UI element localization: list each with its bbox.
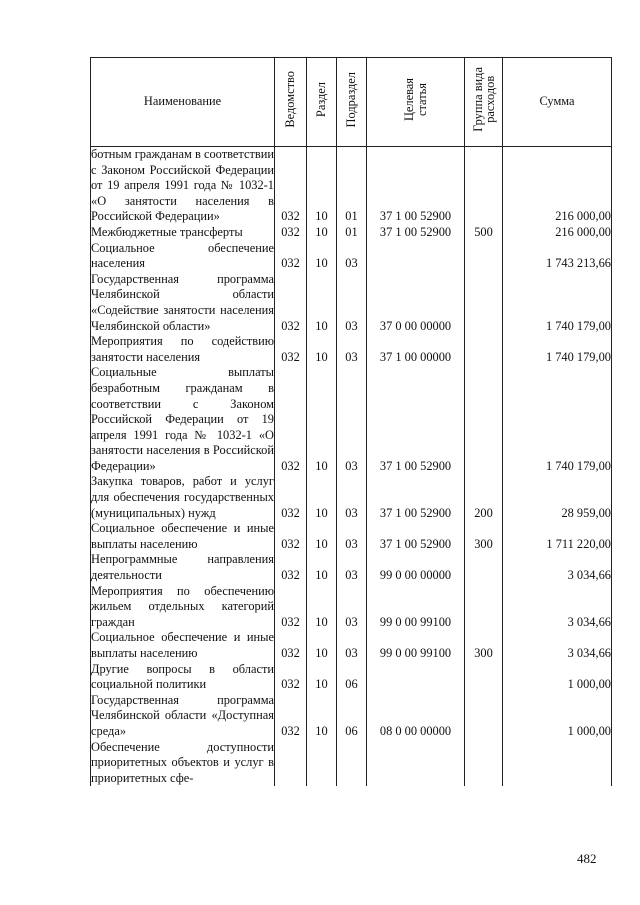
row-gruppa — [465, 740, 503, 787]
row-gruppa — [465, 584, 503, 631]
row-podrazdel: 03 — [337, 584, 367, 631]
row-gruppa — [465, 552, 503, 583]
row-gruppa — [465, 272, 503, 334]
row-name: Государственная программа Челябинской области «Содействие занятости населения Челябинской области» — [91, 271, 274, 333]
row-podrazdel: 01 — [337, 225, 367, 241]
budget-table — [90, 57, 612, 786]
row-podrazdel: 03 — [337, 552, 367, 583]
row-razdel: 10 — [307, 272, 337, 334]
row-summa: 3 034,66 — [503, 584, 612, 631]
row-razdel — [307, 740, 337, 787]
row-name: Другие вопросы в области социальной политики — [91, 661, 274, 692]
row-gruppa: 300 — [465, 521, 503, 552]
row-vedomstvo: 032 — [275, 584, 307, 631]
table-row — [91, 552, 612, 583]
row-gruppa: 200 — [465, 474, 503, 521]
row-razdel: 10 — [307, 552, 337, 583]
table-row — [91, 521, 612, 552]
row-celevaya: 08 0 00 00000 — [367, 693, 465, 740]
table-row — [91, 662, 612, 693]
row-celevaya — [367, 740, 465, 787]
row-podrazdel: 03 — [337, 521, 367, 552]
row-celevaya — [367, 662, 465, 693]
table-row — [91, 365, 612, 474]
row-summa: 1 740 179,00 — [503, 334, 612, 365]
row-podrazdel: 03 — [337, 334, 367, 365]
row-gruppa: 300 — [465, 630, 503, 661]
row-vedomstvo: 032 — [275, 365, 307, 474]
table-header-row — [91, 58, 612, 147]
row-podrazdel: 03 — [337, 272, 367, 334]
row-gruppa — [465, 365, 503, 474]
row-razdel: 10 — [307, 584, 337, 631]
row-name: Межбюджетные трансферты — [91, 225, 275, 241]
row-name: Государственная программа Челябинской области «Доступная среда» — [91, 692, 274, 738]
header-gruppa: Группа вида расходов — [470, 67, 497, 133]
row-celevaya: 37 1 00 52900 — [367, 521, 465, 552]
row-name: Непрограммные направления деятельности — [91, 552, 274, 583]
row-summa: 1 711 220,00 — [503, 521, 612, 552]
row-podrazdel: 01 — [337, 147, 367, 225]
row-razdel: 10 — [307, 521, 337, 552]
row-name: Социальное обеспечение населения — [91, 240, 274, 271]
row-summa: 28 959,00 — [503, 474, 612, 521]
row-podrazdel: 06 — [337, 662, 367, 693]
row-celevaya — [367, 241, 465, 272]
row-vedomstvo: 032 — [275, 693, 307, 740]
row-razdel: 10 — [307, 147, 337, 225]
row-celevaya: 99 0 00 00000 — [367, 552, 465, 583]
table-row — [91, 147, 612, 225]
row-razdel: 10 — [307, 365, 337, 474]
row-podrazdel: 03 — [337, 474, 367, 521]
row-celevaya: 37 1 00 52900 — [367, 225, 465, 241]
row-vedomstvo: 032 — [275, 521, 307, 552]
header-vedomstvo: Ведомство — [283, 71, 297, 128]
header-summa: Сумма — [503, 58, 612, 147]
row-gruppa — [465, 662, 503, 693]
row-podrazdel — [337, 740, 367, 787]
row-gruppa — [465, 693, 503, 740]
table-row — [91, 740, 612, 787]
row-razdel: 10 — [307, 693, 337, 740]
row-name: Мероприятия по обеспечению жильем отдельных категорий граждан — [91, 583, 274, 629]
row-podrazdel: 03 — [337, 630, 367, 661]
table-row — [91, 272, 612, 334]
row-vedomstvo: 032 — [275, 241, 307, 272]
page-number: 482 — [577, 851, 597, 866]
header-name: Наименование — [91, 58, 275, 147]
table-row — [91, 334, 612, 365]
row-summa: 3 034,66 — [503, 552, 612, 583]
header-podrazdel: Подраздел — [344, 71, 358, 128]
row-name: Социальные выплаты безработным гражданам в соответствии с Законом Российской Федерации от 19 апреля 1991 года № 1032-1 «О занятости населения в Российской Федерации» — [91, 365, 274, 473]
table-row — [91, 225, 612, 241]
row-vedomstvo: 032 — [275, 552, 307, 583]
row-celevaya: 99 0 00 99100 — [367, 630, 465, 661]
row-vedomstvo: 032 — [275, 225, 307, 241]
row-gruppa — [465, 334, 503, 365]
row-name: Обеспечение доступности приоритетных объектов и услуг в приоритетных сфе- — [91, 739, 274, 785]
row-gruppa: 500 — [465, 225, 503, 241]
row-razdel: 10 — [307, 334, 337, 365]
row-name: Мероприятия по содействию занятости населения — [91, 334, 274, 364]
row-name: ботным гражданам в соответствии с Законом Российской Федерации от 19 апреля 1991 года № 1032-1 «О занятости населения в Российской Федерации» — [91, 147, 274, 224]
row-name: Социальное обеспечение и иные выплаты населению — [91, 630, 274, 660]
row-summa: 1 743 213,66 — [503, 241, 612, 272]
row-razdel: 10 — [307, 474, 337, 521]
row-name: Социальное обеспечение и иные выплаты населению — [91, 521, 274, 551]
row-celevaya: 37 1 00 00000 — [367, 334, 465, 365]
row-razdel: 10 — [307, 225, 337, 241]
row-podrazdel: 03 — [337, 241, 367, 272]
row-podrazdel: 06 — [337, 693, 367, 740]
row-summa: 1 740 179,00 — [503, 365, 612, 474]
header-razdel: Раздел — [314, 82, 328, 118]
table-row — [91, 241, 612, 272]
row-celevaya: 37 0 00 00000 — [367, 272, 465, 334]
header-celevaya: Целевая статья — [401, 78, 429, 122]
row-summa: 216 000,00 — [503, 147, 612, 225]
table-body — [91, 147, 612, 787]
row-summa: 1 000,00 — [503, 693, 612, 740]
row-podrazdel: 03 — [337, 365, 367, 474]
row-razdel: 10 — [307, 630, 337, 661]
row-name: Закупка товаров, работ и услуг для обеспечения государственных (муниципальных) нужд — [91, 474, 274, 520]
table-row — [91, 630, 612, 661]
row-summa: 216 000,00 — [503, 225, 612, 241]
row-vedomstvo: 032 — [275, 630, 307, 661]
row-gruppa — [465, 241, 503, 272]
row-gruppa — [465, 147, 503, 225]
row-vedomstvo: 032 — [275, 147, 307, 225]
row-summa: 1 000,00 — [503, 662, 612, 693]
table-row — [91, 693, 612, 740]
row-vedomstvo: 032 — [275, 334, 307, 365]
row-vedomstvo: 032 — [275, 272, 307, 334]
table-row — [91, 474, 612, 521]
row-summa — [503, 740, 612, 787]
row-celevaya: 37 1 00 52900 — [367, 365, 465, 474]
row-vedomstvo: 032 — [275, 662, 307, 693]
row-celevaya: 37 1 00 52900 — [367, 147, 465, 225]
row-razdel: 10 — [307, 241, 337, 272]
table-row — [91, 584, 612, 631]
row-summa: 3 034,66 — [503, 630, 612, 661]
row-celevaya: 99 0 00 99100 — [367, 584, 465, 631]
row-razdel: 10 — [307, 662, 337, 693]
row-vedomstvo: 032 — [275, 474, 307, 521]
row-celevaya: 37 1 00 52900 — [367, 474, 465, 521]
row-summa: 1 740 179,00 — [503, 272, 612, 334]
row-vedomstvo — [275, 740, 307, 787]
